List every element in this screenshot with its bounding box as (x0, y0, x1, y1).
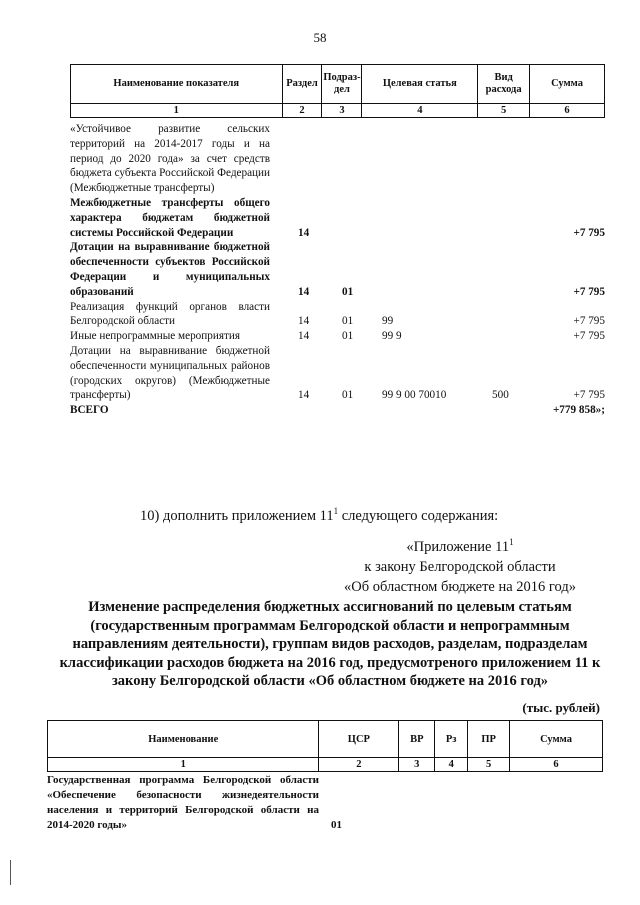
col-header-razdel: Раздел (282, 65, 322, 104)
table-top-body (70, 122, 605, 418)
row-csr: 01 (331, 819, 342, 831)
row-name: Дотации на выравнивание бюджетной обеспеченности муниципальных районов (городских округов) (Межбюджетные трансферты) (70, 344, 270, 402)
row-razdel: 14 (298, 389, 310, 402)
col-header-pr: ПР (468, 721, 510, 758)
table-row (70, 122, 605, 196)
col-number: 1 (71, 104, 283, 118)
row-razdel: 14 (298, 330, 310, 343)
row-razdel: 14 (298, 226, 310, 239)
row-summa: +7 795 (573, 389, 605, 402)
col-number: 6 (510, 758, 603, 772)
col-number: 6 (530, 104, 605, 118)
col-number: 3 (399, 758, 435, 772)
appendix-line1 (325, 532, 595, 557)
col-number: 4 (435, 758, 468, 772)
units-label: (тыс. рублей) (522, 700, 600, 715)
col-header-csr: ЦСР (319, 721, 399, 758)
col-number: 2 (282, 104, 322, 118)
row-summa: +7 795 (573, 226, 605, 239)
col-number: 5 (478, 104, 530, 118)
row-cel: 99 9 00 70010 (382, 389, 447, 402)
section-heading: Изменение распределения бюджетных ассигнований по целевым статьям (государственным программам Белгородской области и непрограммным направлениям деятельности), группам видов расходов, разделам, подразделам классификации расходов бюджета на 2016 год, предусмотреного приложением 11 к закону Белгородской области «Об областном бюджете на 2016 год» (59, 599, 601, 689)
row-podrazdel: 01 (342, 389, 354, 402)
page-number: 58 (313, 30, 327, 45)
col-number: 4 (362, 104, 478, 118)
table-row (70, 329, 605, 344)
table-bottom-body (47, 773, 603, 833)
row-name: Дотации на выравнивание бюджетной обеспеченности субъектов Российской Федерации и муниципальных образований (70, 241, 270, 298)
row-cel: 99 9 (382, 330, 402, 343)
table-row (70, 344, 605, 403)
appendix-line2: к закону Белгородской области (364, 558, 556, 575)
table-row (47, 773, 603, 833)
col-number: 2 (319, 758, 399, 772)
col-header-podrazdel: Подраз-дел (322, 65, 362, 104)
appendix-line3: «Об областном бюджете на 2016 год» (344, 578, 576, 595)
instruction-after: следующего содержания: (338, 507, 499, 524)
table-bottom-header (47, 720, 603, 772)
col-header-cel: Целевая статья (362, 65, 478, 104)
row-razdel: 14 (298, 285, 310, 298)
table-row (70, 196, 605, 240)
table-row (70, 300, 605, 330)
col-header-summa: Сумма (510, 721, 603, 758)
row-name: «Устойчивое развитие сельских территорий на 2014-2017 годы и на период до 2020 года» за счет средств бюджета субъекта Российской Федерации (Межбюджетные трансферты) (70, 123, 270, 195)
appendix-number: «Приложение 11 (406, 538, 510, 555)
table-top-header (70, 64, 605, 118)
row-summa: +7 795 (573, 285, 605, 298)
col-header-vid: Вид расхода (478, 65, 530, 104)
row-name: Межбюджетные трансферты общего характера бюджетам бюджетной системы Российской Федерации (70, 196, 270, 239)
table-row-total (70, 403, 605, 418)
row-podrazdel: 01 (342, 315, 354, 328)
row-summa: +7 795 (573, 330, 605, 343)
row-name: Иные непрограммные мероприятия (70, 330, 241, 343)
row-podrazdel: 01 (342, 330, 354, 343)
col-number: 5 (468, 758, 510, 772)
margin-mark (10, 860, 11, 885)
row-summa: +7 795 (573, 315, 605, 328)
appendix-caption (325, 532, 595, 597)
row-cel: 99 (382, 315, 394, 328)
col-header-rz: Рз (435, 721, 468, 758)
row-name: Реализация функций органов власти Белгородской области (70, 300, 270, 328)
instruction-sup: 1 (333, 506, 339, 516)
row-vid: 500 (492, 389, 509, 402)
appendix-sup: 1 (509, 537, 514, 547)
row-razdel: 14 (298, 315, 310, 328)
row-name: Государственная программа Белгородской области «Обеспечение безопасности жизнедеятельности населения и территорий Белгородской области на 2014-2020 годы» (47, 774, 319, 831)
col-header-name: Наименование показателя (71, 65, 283, 104)
col-number: 3 (322, 104, 362, 118)
row-podrazdel: 01 (342, 285, 354, 298)
row-name: ВСЕГО (70, 404, 109, 417)
col-header-vr: ВР (399, 721, 435, 758)
col-number: 1 (48, 758, 319, 772)
col-header-summa: Сумма (530, 65, 605, 104)
instruction-text (140, 506, 498, 525)
row-summa: +779 858»; (552, 404, 605, 417)
instruction-main: 10) дополнить приложением 11 (140, 507, 334, 524)
table-row (70, 240, 605, 299)
col-header-name: Наименование (48, 721, 319, 758)
